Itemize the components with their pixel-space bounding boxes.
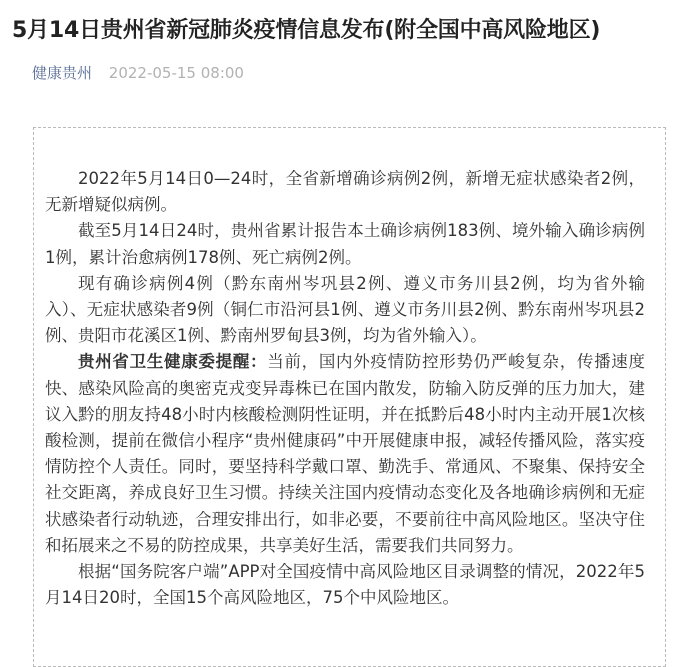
paragraph-text: 2022年5月14日0—24时，全省新增确诊病例2例，新增无症状感染者2例，无新增疑似病例。 [45,169,645,215]
publish-date: 2022-05-15 08:00 [108,64,244,82]
article-body [45,166,645,611]
paragraph-text: 截至5月14日24时，贵州省累计报告本土确诊病例183例、境外输入确诊病例1例，累计治愈病例178例、死亡病例2例。 [45,221,645,267]
reminder-lead: 贵州省卫生健康委提醒： [78,352,268,372]
paragraph-reminder [45,349,645,559]
paragraph-new-cases [45,166,645,218]
author-link[interactable]: 健康贵州 [32,64,93,82]
paragraph-text: 当前，国内外疫情防控形势仍严峻复杂，传播速度快、感染风险高的奥密克戎变异毒株已在国内散发，防输入防反弹的压力加大，建议入黔的朋友持48小时内核酸检测阴性证明，并在抵黔后48小时内主动开展1次核酸检测，提前在微信小程序“贵州健康码”中开展健康申报，减轻传播风险，落实疫情防控个人责任。同时，要坚持科学戴口罩、勤洗手、常通风、不聚集、保持安全社交距离，养成良好卫生习惯。持续关注国内疫情动态变化及各地确诊病例和无症状感染者行动轨迹，合理安排出行，如非必要，不要前往中高风险地区。坚决守住和拓展来之不易的防控成果，共享美好生活，需要我们共同努力。 [45,352,645,555]
article-meta [32,62,244,84]
article-title: 5月14日贵州省新冠肺炎疫情信息发布(附全国中高风险地区) [12,18,601,43]
paragraph-text: 现有确诊病例4例（黔东南州岑巩县2例、遵义市务川县2例，均为省外输入）、无症状感染者9例（铜仁市沿河县1例、遵义市务川县2例、黔东南州岑巩县2例、贵阳市花溪区1例、黔南州罗甸县3例，均为省外输入）。 [45,273,645,346]
paragraph-risk-areas [45,559,645,611]
paragraph-text: 根据“国务院客户端”APP对全国疫情中高风险地区目录调整的情况，2022年5月14日20时，全国15个高风险地区，75个中风险地区。 [45,562,645,608]
paragraph-current-cases [45,271,645,350]
paragraph-cumulative [45,218,645,270]
